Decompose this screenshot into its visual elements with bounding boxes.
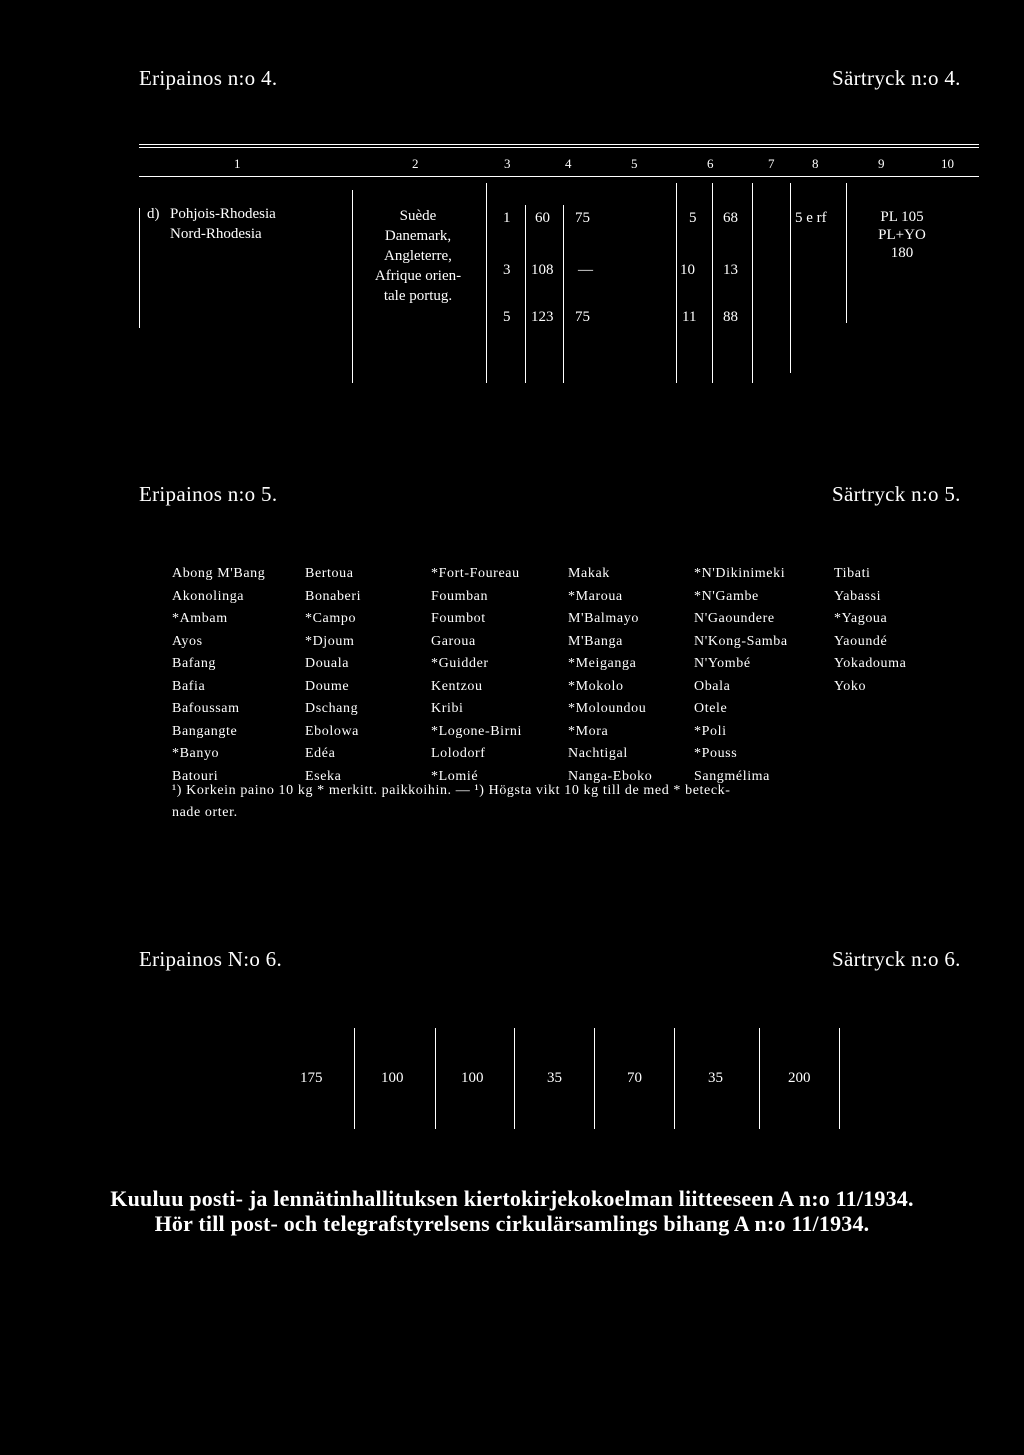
- column-number: 5: [631, 156, 638, 171]
- cell-value: 11: [682, 309, 697, 325]
- cell-value: 5: [503, 309, 511, 325]
- place-name: *Campo: [305, 611, 357, 626]
- cell-value: 1: [503, 210, 511, 226]
- cell-value: —: [578, 262, 593, 278]
- column-number: 2: [412, 156, 419, 171]
- region-name-fi: Pohjois-Rhodesia: [170, 206, 276, 222]
- column-divider: [752, 183, 753, 383]
- column-divider: [839, 1028, 840, 1129]
- cell-value: 75: [575, 210, 590, 226]
- cell-value: 108: [531, 262, 554, 278]
- place-name: Doume: [305, 678, 350, 694]
- place-name: *Lomié: [431, 768, 479, 784]
- place-name: N'Gaoundere: [694, 611, 775, 626]
- place-name: Foumban: [431, 588, 489, 604]
- destination: Afrique orien-: [374, 268, 462, 284]
- column-divider: [352, 190, 353, 383]
- column-divider: [486, 183, 487, 383]
- rate-value: 35: [708, 1070, 723, 1086]
- place-name: *Meiganga: [568, 656, 637, 671]
- destination: tale portug.: [383, 288, 453, 304]
- rate-value: 200: [788, 1070, 811, 1086]
- place-name: Tibati: [834, 566, 871, 581]
- column-divider: [759, 1028, 760, 1129]
- footer-line-sv: Hör till post- och telegrafstyrelsens cirkulärsamlings bihang A n:o 11/1934.: [154, 1211, 870, 1236]
- destination: Angleterre,: [384, 248, 452, 264]
- region-prefix: d): [147, 206, 160, 222]
- column-divider: [674, 1028, 675, 1129]
- place-name: Garoua: [431, 633, 476, 649]
- cell-value: 68: [723, 210, 738, 226]
- place-name: Bafia: [172, 678, 206, 694]
- column-divider: [676, 183, 677, 383]
- place-name: N'Yombé: [694, 656, 751, 671]
- column-divider: [790, 183, 791, 373]
- rate-value: 100: [461, 1070, 484, 1086]
- section-4-right-label: Särtryck n:o 4.: [832, 66, 961, 90]
- column-divider: [594, 1028, 595, 1129]
- cell-value: 5 e rf: [795, 210, 827, 226]
- place-name: Obala: [694, 678, 731, 694]
- section-4-left-label: Eripainos n:o 4.: [139, 66, 278, 90]
- column-number: 7: [768, 156, 775, 171]
- column-number: 8: [812, 156, 819, 171]
- place-column: [431, 563, 522, 788]
- place-name: Sangmélima: [694, 768, 770, 784]
- column-divider: [712, 183, 713, 383]
- place-name: Yabassi: [834, 588, 882, 604]
- place-name: *Logone-Birni: [431, 723, 523, 739]
- place-name: *Poli: [694, 723, 727, 739]
- table-top-rule: [139, 144, 979, 145]
- place-name: Makak: [568, 566, 610, 581]
- destination-list: [358, 206, 478, 306]
- rate-value: 35: [547, 1070, 562, 1086]
- column-number: 3: [504, 156, 511, 171]
- place-name: Foumbot: [431, 611, 486, 626]
- place-name: Eseka: [305, 768, 342, 784]
- column-divider: [525, 205, 526, 383]
- place-name: Nachtigal: [568, 746, 628, 761]
- place-name: Yokadouma: [834, 656, 907, 671]
- place-name: Yoko: [834, 678, 867, 694]
- place-name: Ebolowa: [305, 723, 359, 739]
- place-name: *Maroua: [568, 588, 623, 604]
- place-name: *Yagoua: [834, 611, 888, 626]
- place-column: [694, 563, 788, 788]
- cell-value: 75: [575, 309, 590, 325]
- place-name: *Banyo: [172, 746, 220, 761]
- place-name: Ayos: [172, 633, 203, 649]
- section-6-left-label: Eripainos N:o 6.: [139, 947, 283, 971]
- column-number: 9: [878, 156, 885, 171]
- cell-value: 3: [503, 262, 511, 278]
- rate-value: 70: [627, 1070, 642, 1086]
- place-name: Lolodorf: [431, 746, 486, 761]
- place-name: Akonolinga: [172, 588, 245, 604]
- cell-value: 88: [723, 309, 738, 325]
- place-name: Edéa: [305, 746, 336, 761]
- column-divider: [563, 205, 564, 383]
- section-5-left-label: Eripainos n:o 5.: [139, 482, 278, 506]
- rate-value: 100: [381, 1070, 404, 1086]
- table-top-rule-double: [139, 147, 979, 148]
- place-name: M'Banga: [568, 633, 623, 649]
- place-column: [172, 563, 265, 788]
- place-name: *Ambam: [172, 611, 228, 626]
- place-name: *N'Gambe: [694, 588, 759, 604]
- region-name-sv: Nord-Rhodesia: [170, 226, 262, 242]
- place-name: Douala: [305, 656, 350, 671]
- cell-value: PL+YO: [878, 227, 926, 243]
- column-divider: [846, 183, 847, 323]
- place-name: M'Balmayo: [568, 611, 639, 626]
- column-divider: [354, 1028, 355, 1129]
- section-6-right-label: Särtryck n:o 6.: [832, 947, 961, 971]
- place-name: *Fort-Foureau: [431, 566, 520, 581]
- footer-line-fi: Kuuluu posti- ja lennätinhallituksen kiertokirjekokoelman liitteeseen A n:o 11/1934.: [110, 1186, 914, 1211]
- place-name: Kribi: [431, 701, 464, 716]
- column-number: 4: [565, 156, 572, 171]
- cell-value: 60: [535, 210, 550, 226]
- place-name: N'Kong-Samba: [694, 633, 788, 649]
- place-name: *Pouss: [694, 746, 738, 761]
- destination: Danemark,: [384, 228, 452, 244]
- place-name: *Moloundou: [568, 701, 647, 716]
- cell-value: 180: [890, 245, 914, 261]
- table-header-rule: [139, 176, 979, 177]
- column-divider: [139, 208, 140, 328]
- place-name: Bertoua: [305, 566, 354, 581]
- cell-value: 10: [680, 262, 695, 278]
- place-name: Bonaberi: [305, 588, 362, 604]
- place-name: Nanga-Eboko: [568, 768, 653, 784]
- place-name: *Guidder: [431, 656, 489, 671]
- cell-value: 13: [723, 262, 738, 278]
- place-name: Bangangte: [172, 723, 238, 739]
- column-divider: [435, 1028, 436, 1129]
- place-name: *N'Dikinimeki: [694, 566, 786, 581]
- place-name: Bafoussam: [172, 701, 240, 716]
- place-name: Yaoundé: [834, 633, 888, 649]
- place-name: Dschang: [305, 701, 359, 716]
- section-5-right-label: Särtryck n:o 5.: [832, 482, 961, 506]
- place-name: *Mokolo: [568, 678, 624, 694]
- cell-value: PL 105: [880, 209, 924, 225]
- place-name: *Djoum: [305, 633, 355, 649]
- footnote-line: ¹) Korkein paino 10 kg * merkitt. paikkoihin. — ¹) Högsta vikt 10 kg till de med * beteck-: [172, 783, 731, 798]
- place-name: Batouri: [172, 768, 219, 784]
- column-number: 1: [234, 156, 241, 171]
- place-name: Bafang: [172, 656, 217, 671]
- column-number: 6: [707, 156, 714, 171]
- cell-value: 5: [689, 210, 697, 226]
- rate-value: 175: [300, 1070, 323, 1086]
- place-name: Kentzou: [431, 678, 483, 694]
- footnote-line: nade orter.: [172, 805, 238, 820]
- place-name: *Mora: [568, 723, 609, 739]
- place-name: Abong M'Bang: [172, 566, 266, 581]
- destination: Suède: [399, 208, 437, 224]
- place-name: Otele: [694, 701, 728, 716]
- place-column: [834, 563, 906, 698]
- place-column: [305, 563, 361, 788]
- cell-value: 123: [531, 309, 554, 325]
- place-column: [568, 563, 652, 788]
- column-divider: [514, 1028, 515, 1129]
- column-number: 10: [941, 156, 954, 171]
- rate-cell: [852, 208, 952, 262]
